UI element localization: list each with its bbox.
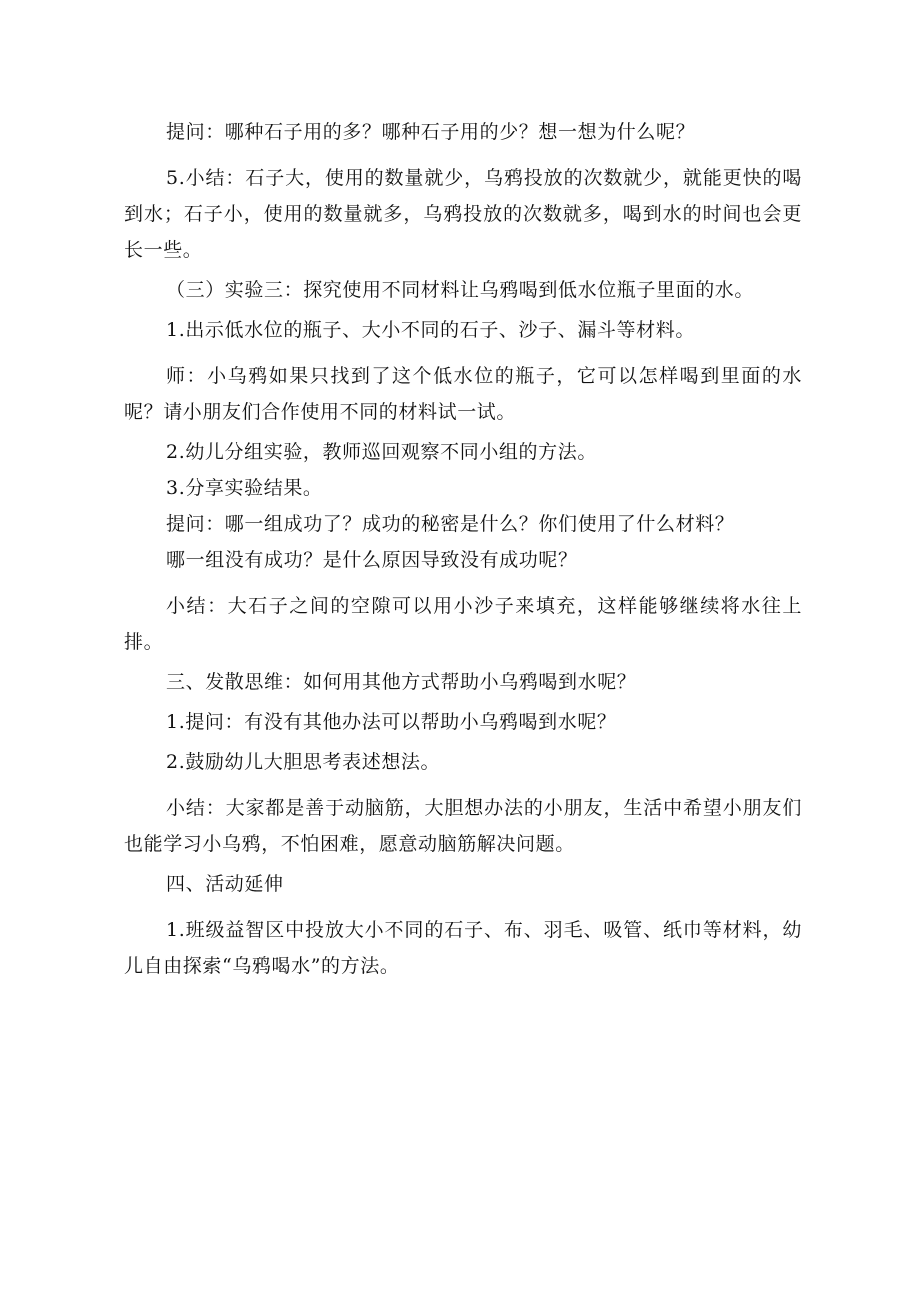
paragraph-experiment-3-heading: （三）实验三：探究使用不同材料让乌鸦喝到低水位瓶子里面的水。 (166, 279, 755, 301)
paragraph-section-3-heading: 三、发散思维：如何用其他方式帮助小乌鸦喝到水呢？ (166, 671, 637, 693)
paragraph-teacher-prompt: 师：小乌鸦如果只找到了这个低水位的瓶子，它可以怎样喝到里面的水呢？请小朋友们合作使用不同的材料试一试。 (124, 365, 802, 423)
paragraph-step-3-share-results: 3.分享实验结果。 (166, 477, 323, 499)
paragraph-step-1-question: 1.提问：有没有其他办法可以帮助小乌鸦喝到水呢？ (166, 711, 617, 733)
paragraph-question-stones: 提问：哪种石子用的多？哪种石子用的少？想一想为什么呢？ (166, 121, 696, 143)
paragraph-section-4-heading: 四、活动延伸 (166, 873, 284, 895)
paragraph-step-2-group-experiment: 2.幼儿分组实验，教师巡回观察不同小组的方法。 (166, 441, 597, 463)
paragraph-question-success: 提问：哪一组成功了？成功的秘密是什么？你们使用了什么材料？ (166, 513, 735, 535)
paragraph-step-2-encourage: 2.鼓励幼儿大胆思考表述想法。 (166, 751, 441, 773)
paragraph-extension-1: 1.班级益智区中投放大小不同的石子、布、羽毛、吸管、纸巾等材料，幼儿自由探索“乌鸦喝水”的方法。 (124, 919, 802, 977)
document-body (124, 114, 802, 984)
paragraph-summary-5: 5.小结：石子大，使用的数量就少，乌鸦投放的次数就少，就能更快的喝到水；石子小，使用的数量就多，乌鸦投放的次数就多，喝到水的时间也会更长一些。 (124, 167, 802, 261)
paragraph-summary-sand: 小结：大石子之间的空隙可以用小沙子来填充，这样能够继续将水往上排。 (124, 595, 802, 653)
paragraph-step-1-materials: 1.出示低水位的瓶子、大小不同的石子、沙子、漏斗等材料。 (166, 319, 695, 341)
paragraph-summary-brains: 小结：大家都是善于动脑筋，大胆想办法的小朋友，生活中希望小朋友们也能学习小乌鸦，不怕困难，愿意动脑筋解决问题。 (124, 797, 802, 855)
paragraph-question-failure: 哪一组没有成功？是什么原因导致没有成功呢？ (166, 549, 578, 571)
